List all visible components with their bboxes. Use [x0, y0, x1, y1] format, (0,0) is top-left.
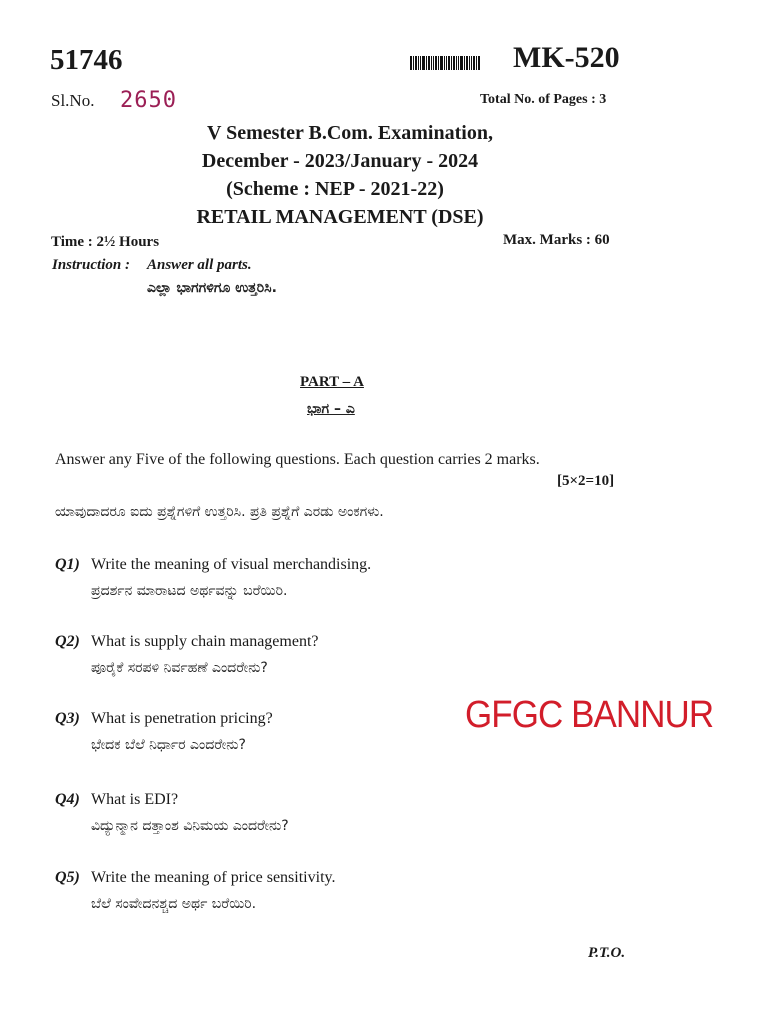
barcode-icon — [410, 56, 498, 70]
instruction-text: Answer all parts. — [147, 257, 252, 273]
marks-scheme: [5×2=10] — [557, 473, 615, 489]
college-watermark: GFGC BANNUR — [465, 694, 714, 736]
question-text: What is penetration pricing? — [91, 710, 273, 727]
question-text-kannada: ಪ್ರದರ್ಶನ ಮಾರಾಟದ ಅರ್ಥವನ್ನು ಬರೆಯಿರಿ. — [91, 583, 288, 599]
question-text: What is supply chain management? — [91, 633, 319, 650]
exam-scheme-line: (Scheme : NEP - 2021-22) — [226, 178, 444, 200]
question-text-kannada: ವಿದ್ಯುನ್ಮಾನ ದತ್ತಾಂಶ ವಿನಿಮಯ ಎಂದರೇನು? — [91, 818, 289, 834]
part-title: PART – A — [300, 374, 364, 390]
question-text-kannada: ಪೂರೈಕೆ ಸರಪಳಿ ನಿರ್ವಹಣೆ ಎಂದರೇನು? — [91, 660, 268, 676]
serial-number-value: 2650 — [120, 88, 177, 113]
exam-session-line: December - 2023/January - 2024 — [201, 150, 479, 172]
question-text: Write the meaning of visual merchandising. — [91, 556, 372, 573]
question-number: Q4) — [55, 791, 80, 808]
instruction-label: Instruction : — [52, 257, 130, 273]
paper-code: 51746 — [50, 44, 123, 76]
question-text-kannada: ಭೇದಕ ಬೆಲೆ ನಿರ್ಧಾರ ಎಂದರೇನು? — [91, 737, 246, 753]
time-allowed: Time : 2½ Hours — [51, 234, 160, 250]
question-text: What is EDI? — [91, 791, 179, 808]
part-directive: Answer any Five of the following questions. Each question carries 2 marks. — [55, 451, 540, 468]
exam-title-line: V Semester B.Com. Examination, — [207, 122, 493, 144]
max-marks: Max. Marks : 60 — [503, 232, 610, 248]
total-pages: Total No. of Pages : 3 — [480, 92, 607, 107]
question-number: Q1) — [55, 556, 80, 573]
part-title-kannada: ಭಾಗ – ಎ — [307, 401, 355, 417]
question-text: Write the meaning of price sensitivity. — [91, 869, 336, 886]
serial-number-label: Sl.No. — [51, 91, 95, 110]
question-number: Q3) — [55, 710, 80, 727]
question-number: Q5) — [55, 869, 80, 886]
part-directive-kannada: ಯಾವುದಾದರೂ ಐದು ಪ್ರಶ್ನೆಗಳಿಗೆ ಉತ್ತರಿಸಿ. ಪ್ರತಿ ಪ್ರಶ್ನೆಗೆ ಎರಡು ಅಂಕಗಳು. — [55, 504, 384, 520]
instruction-text-kannada: ಎಲ್ಲಾ ಭಾಗಗಳಿಗೂ ಉತ್ತರಿಸಿ. — [147, 280, 277, 296]
page-turn-over: P.T.O. — [588, 945, 626, 961]
question-number: Q2) — [55, 633, 80, 650]
exam-code: MK-520 — [513, 41, 620, 74]
subject-title: RETAIL MANAGEMENT (DSE) — [196, 206, 484, 228]
question-text-kannada: ಬೆಲೆ ಸಂವೇದನಶ್ಚದ ಅರ್ಥ ಬರೆಯಿರಿ. — [91, 896, 257, 912]
